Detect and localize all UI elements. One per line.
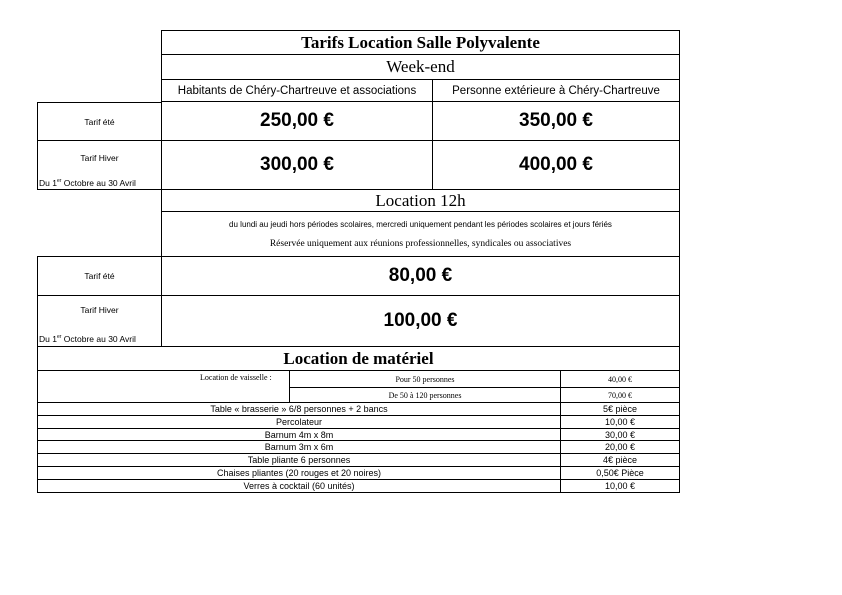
location12h-conditions: du lundi au jeudi hors périodes scolaires, mercredi uniquement pendant les périodes scolaires et jours fériés [229, 219, 612, 229]
material-item-price: 5€ pièce [560, 403, 680, 416]
materiel-heading: Location de matériel [37, 347, 680, 371]
weekend-winter-period: Du 1er Octobre au 30 Avril [39, 178, 136, 188]
vaisselle-option-50: Pour 50 personnes [289, 371, 560, 388]
weekend-summer-external-price: 350,00 € [432, 102, 680, 141]
material-item-price: 30,00 € [560, 429, 680, 441]
material-item-price: 10,00 € [560, 480, 680, 493]
location12h-summer-price: 80,00 € [161, 256, 680, 296]
column-header-residents: Habitants de Chéry-Chartreuve et associations [161, 80, 432, 102]
weekend-summer-residents-price: 250,00 € [161, 102, 432, 141]
weekend-winter-residents-price: 300,00 € [161, 141, 432, 190]
weekend-heading: Week-end [161, 55, 680, 80]
material-item-price: 20,00 € [560, 441, 680, 454]
vaisselle-price-120: 70,00 € [560, 388, 680, 403]
material-item-name: Table « brasserie » 6/8 personnes + 2 bancs [37, 403, 560, 416]
location12h-winter-price: 100,00 € [161, 296, 680, 347]
location12h-winter-label: Tarif Hiver [80, 305, 119, 315]
weekend-winter-label-cell [37, 141, 161, 190]
vaisselle-option-120: De 50 à 120 personnes [289, 388, 560, 403]
page-title: Tarifs Location Salle Polyvalente [161, 30, 680, 55]
material-item-price: 10,00 € [560, 416, 680, 429]
material-item-name: Barnum 3m x 6m [37, 441, 560, 454]
vaisselle-price-50: 40,00 € [560, 371, 680, 388]
material-item-price: 4€ pièce [560, 454, 680, 467]
weekend-winter-label: Tarif Hiver [80, 153, 119, 163]
location12h-heading: Location 12h [161, 190, 680, 212]
location12h-winter-period: Du 1er Octobre au 30 Avril [39, 334, 136, 344]
location12h-reserved-note: Réservée uniquement aux réunions professionnelles, syndicales ou associatives [269, 239, 572, 249]
vaisselle-label-cell [37, 371, 289, 403]
column-header-external: Personne extérieure à Chéry-Chartreuve [432, 80, 680, 102]
material-item-price: 0,50€ Pièce [560, 467, 680, 480]
location12h-conditions-cell [161, 212, 680, 256]
weekend-winter-external-price: 400,00 € [432, 141, 680, 190]
location12h-winter-label-cell [37, 296, 161, 347]
material-item-name: Percolateur [37, 416, 560, 429]
material-item-name: Verres à cocktail (60 unités) [37, 480, 560, 493]
weekend-summer-label: Tarif été [37, 102, 161, 141]
material-item-name: Table pliante 6 personnes [37, 454, 560, 467]
location12h-summer-label: Tarif été [37, 256, 161, 296]
material-item-name: Chaises pliantes (20 rouges et 20 noires) [37, 467, 560, 480]
material-item-name: Barnum 4m x 8m [37, 429, 560, 441]
vaisselle-label: Location de vaisselle : [200, 373, 272, 382]
